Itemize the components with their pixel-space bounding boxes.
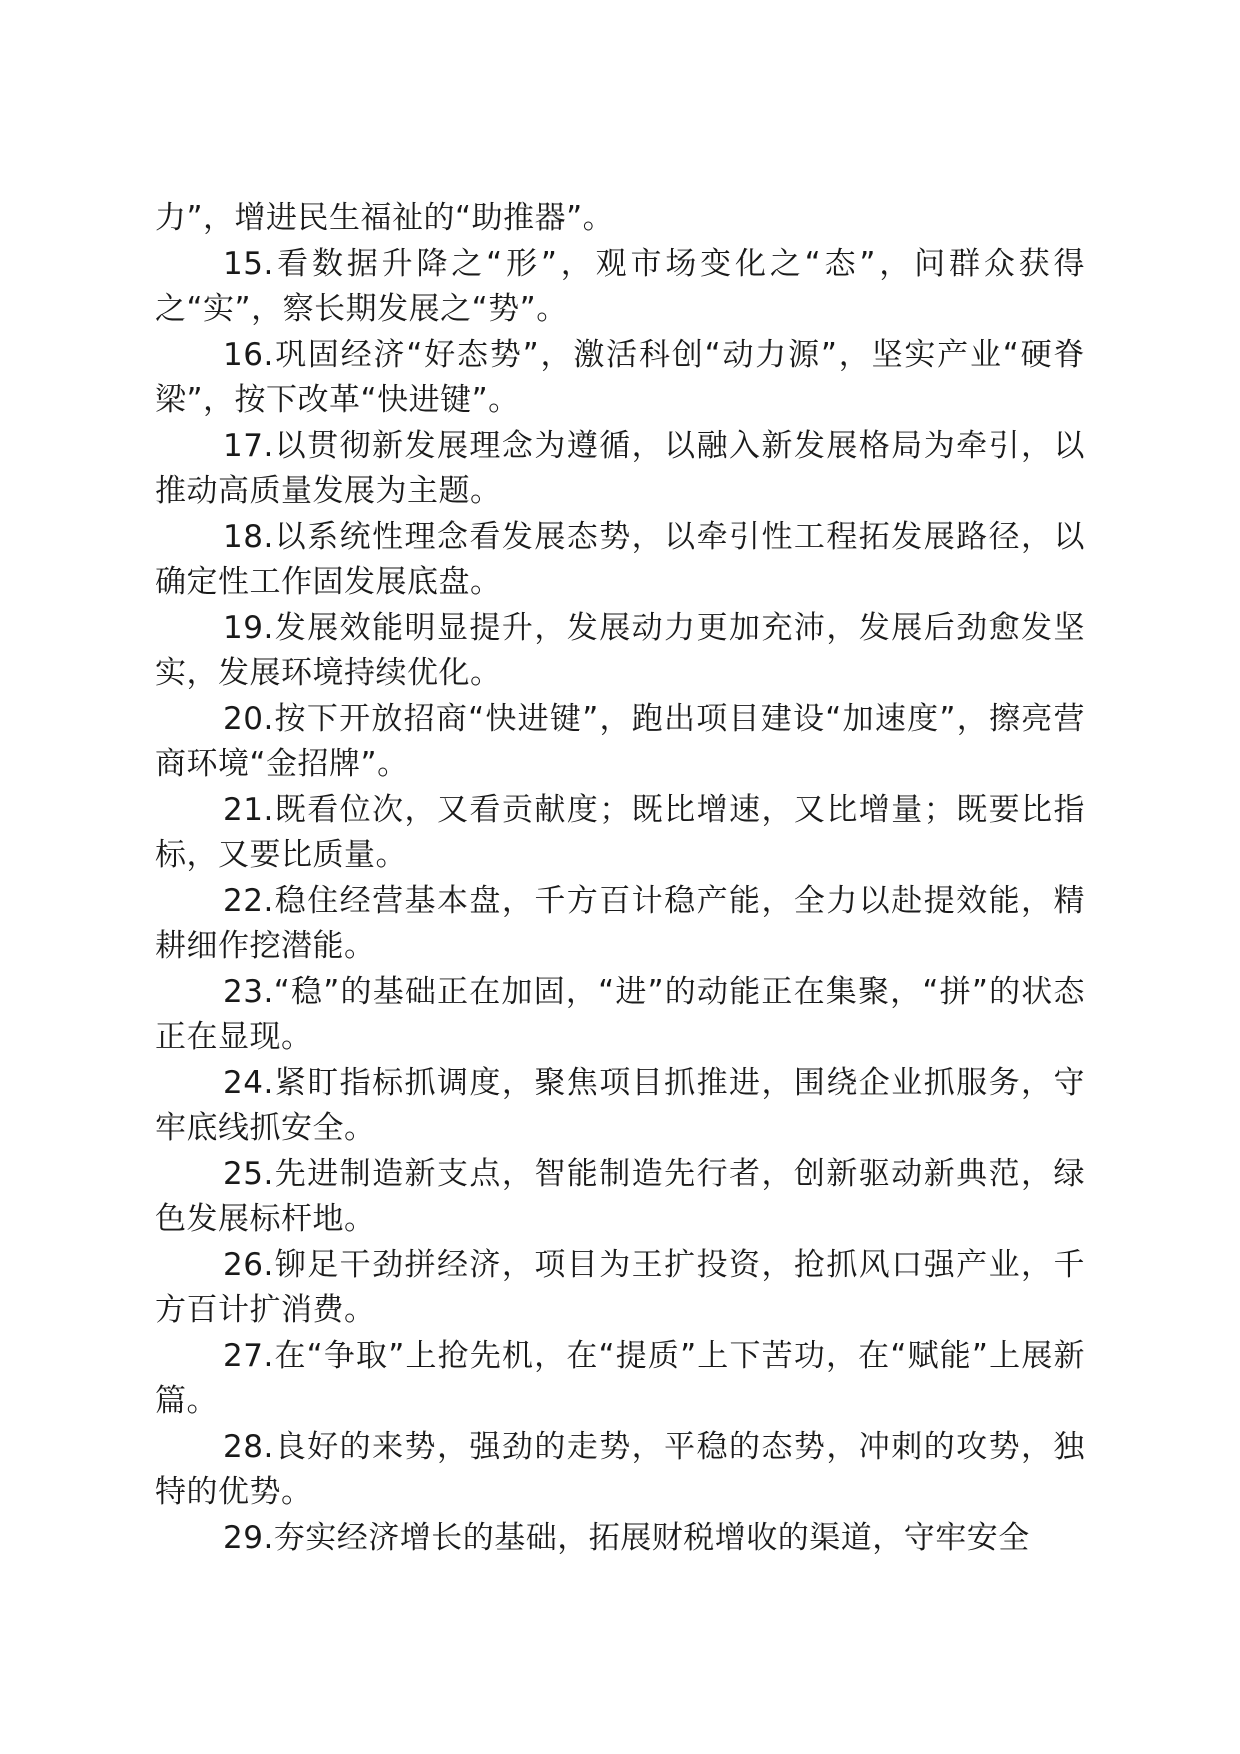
document-body [155,196,1085,1561]
list-item-20: 20.按下开放招商“快进键”，跑出项目建设“加速度”，擦亮营商环境“金招牌”。 [155,700,1085,782]
list-item-21: 21.既看位次，又看贡献度；既比增速，又比增量；既要比指标，又要比质量。 [155,791,1085,873]
list-item-29: 29.夯实经济增长的基础，拓展财税增收的渠道，守牢安全 [223,1519,1030,1556]
list-item-26: 26.铆足干劲拼经济，项目为王扩投资，抢抓风口强产业，千方百计扩消费。 [155,1246,1085,1328]
list-item-18: 18.以系统性理念看发展态势，以牵引性工程拓发展路径，以确定性工作固发展底盘。 [155,518,1085,600]
list-item-22: 22.稳住经营基本盘，千方百计稳产能，全力以赴提效能，精耕细作挖潜能。 [155,882,1085,964]
list-item-24: 24.紧盯指标抓调度，聚焦项目抓推进，围绕企业抓服务，守牢底线抓安全。 [155,1064,1085,1146]
paragraph-continuation: 力”，增进民生福祉的“助推器”。 [155,200,615,236]
list-item-17: 17.以贯彻新发展理念为遵循，以融入新发展格局为牵引，以推动高质量发展为主题。 [155,427,1085,509]
list-item-25: 25.先进制造新支点，智能制造先行者，创新驱动新典范，绿色发展标杆地。 [155,1155,1085,1237]
list-item-19: 19.发展效能明显提升，发展动力更加充沛，发展后劲愈发坚实，发展环境持续优化。 [155,609,1085,691]
list-item-27: 27.在“争取”上抢先机，在“提质”上下苦功，在“赋能”上展新篇。 [155,1337,1085,1419]
list-item-16: 16.巩固经济“好态势”，激活科创“动力源”，坚实产业“硬脊梁”，按下改革“快进键”。 [155,336,1085,418]
list-item-23: 23.“稳”的基础正在加固，“进”的动能正在集聚，“拼”的状态正在显现。 [155,973,1085,1055]
list-item-15: 15.看数据升降之“形”，观市场变化之“态”，问群众获得之“实”，察长期发展之“势”。 [155,245,1085,327]
list-item-28: 28.良好的来势，强劲的走势，平稳的态势，冲刺的攻势，独特的优势。 [155,1428,1085,1510]
